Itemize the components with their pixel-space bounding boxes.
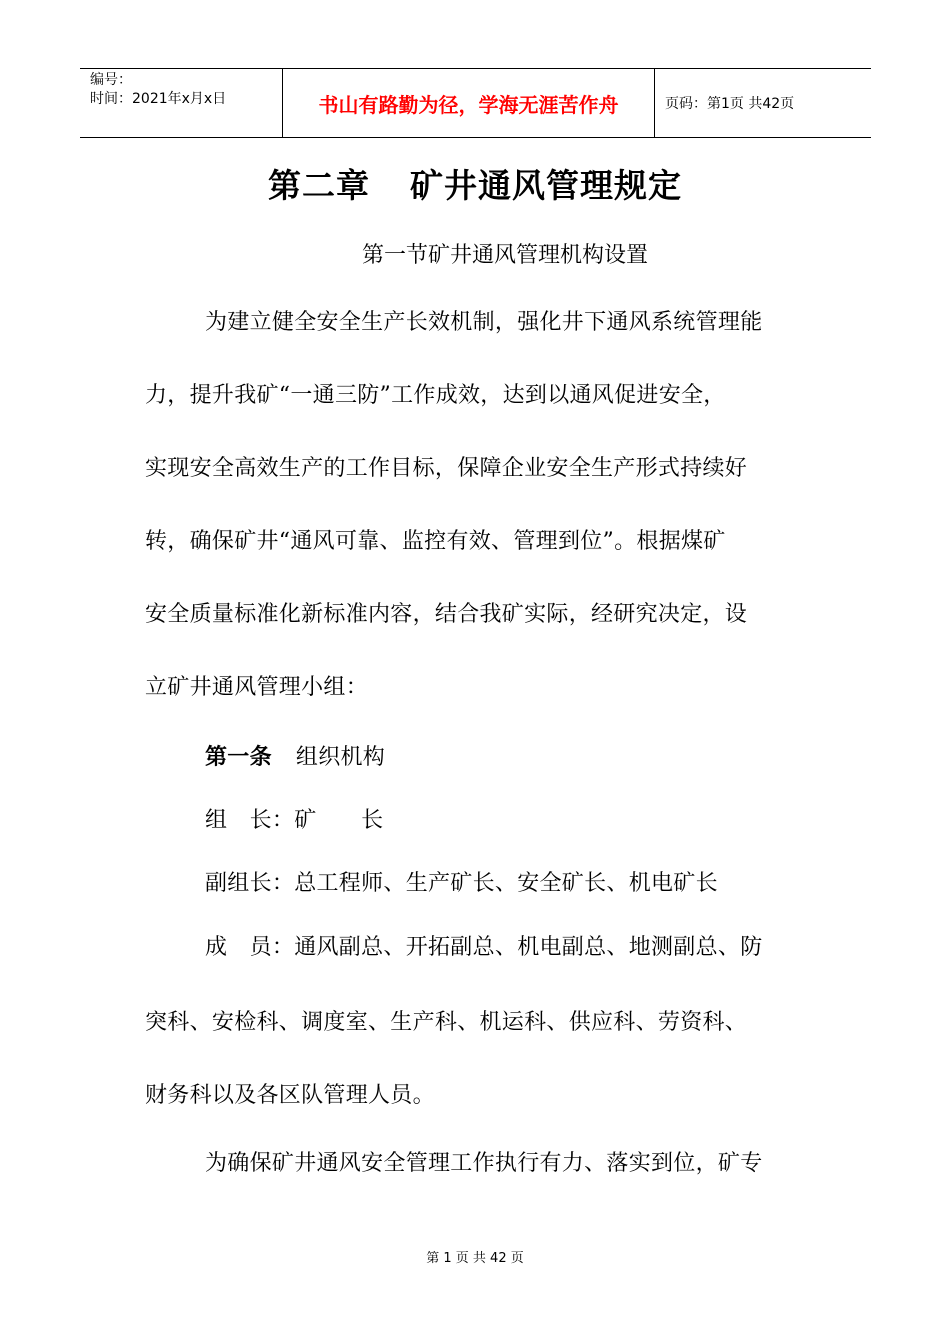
members-line: 成 员：通风副总、开拓副总、机电副总、地测副总、防 xyxy=(205,935,763,960)
paragraph-line: 立矿井通风管理小组： xyxy=(145,675,369,700)
paragraph-line: 为建立健全安全生产长效机制，强化井下通风系统管理能 xyxy=(205,310,763,335)
paragraph-line: 转，确保矿井“通风可靠、监控有效、管理到位”。根据煤矿 xyxy=(145,529,726,554)
article-label: 第一条 xyxy=(205,745,272,770)
leader-line: 组 长：矿 长 xyxy=(205,808,384,833)
page-footer: 第 1 页 共 42 页 xyxy=(426,1251,524,1266)
header-number: 编号： xyxy=(90,72,132,88)
chapter-title xyxy=(0,160,950,207)
paragraph-line: 安全质量标准化新标准内容，结合我矿实际，经研究决定，设 xyxy=(145,602,748,627)
deputy-line: 副组长：总工程师、生产矿长、安全矿长、机电矿长 xyxy=(205,871,718,896)
paragraph-line: 力，提升我矿“一通三防”工作成效，达到以通风促进安全， xyxy=(145,383,726,408)
chapter-number: 第二章 xyxy=(268,166,370,205)
header-time: 时间：2021年x月x日 xyxy=(90,91,227,107)
header-meta xyxy=(80,69,282,137)
chapter-name: 矿井通风管理规定 xyxy=(410,166,682,205)
article-title: 组织机构 xyxy=(295,745,386,770)
paragraph-line: 实现安全高效生产的工作目标，保障企业安全生产形式持续好 xyxy=(145,456,748,481)
members-line: 突科、安检科、调度室、生产科、机运科、供应科、劳资科、 xyxy=(145,1010,748,1035)
header-motto: 书山有路勤为径，学海无涯苦作舟 xyxy=(282,69,655,137)
header-page-info: 页码：第1页 共42页 xyxy=(665,96,795,112)
section-title: 第一节矿井通风管理机构设置 xyxy=(361,243,648,268)
article-heading xyxy=(205,740,385,771)
header-table xyxy=(80,68,871,138)
closing-line: 为确保矿井通风安全管理工作执行有力、落实到位，矿专 xyxy=(205,1151,763,1176)
members-line: 财务科以及各区队管理人员。 xyxy=(145,1083,435,1108)
